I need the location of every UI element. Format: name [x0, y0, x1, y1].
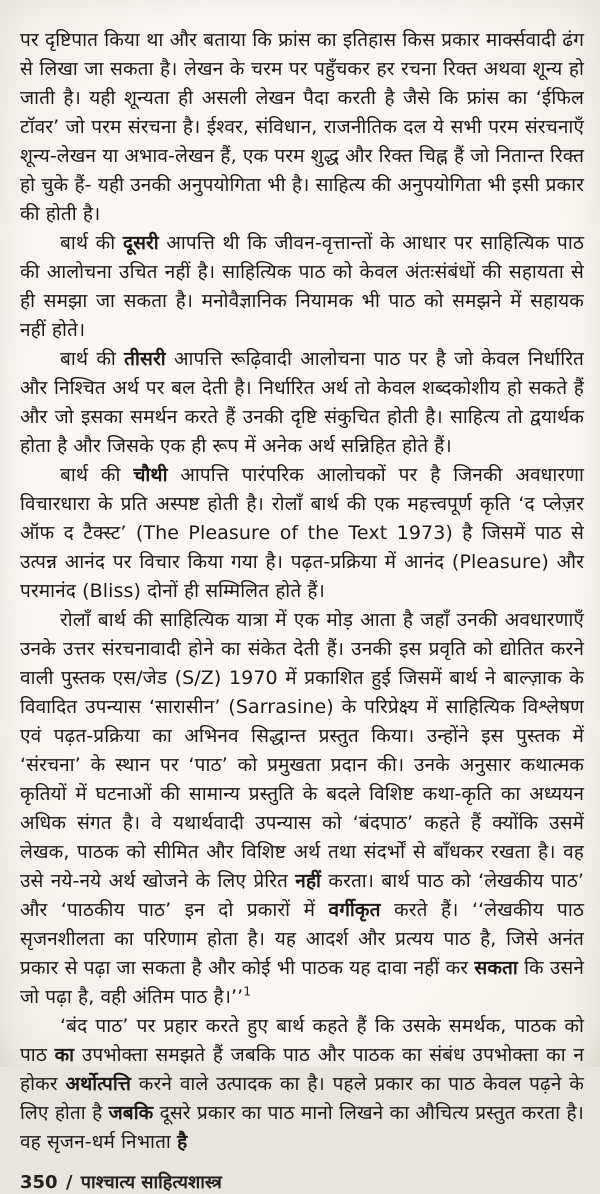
page-footer: [20, 1170, 584, 1194]
text-run: वर्गीकृत: [328, 899, 381, 921]
text-run: तीसरी: [124, 348, 166, 370]
footnote-marker: 1: [243, 984, 252, 999]
text-run: रोलाँ बार्थ की साहित्यिक यात्रा में एक मोड़ आता है जहाँ उनकी अवधारणाएँ उनके उत्तर संरचनावादी होने का संकेत देती हैं। उनकी इस प्रवृति को द्योतित करने वाली पुस्तक एस/जेड (S/Z) 1970 में प्रकाशित हुई जिसमें बार्थ ने बाल्ज़ाक के विवादित उपन्यास ‘सारासीन’ (Sarrasine) के परिप्रेक्ष्य में साहित्यिक विश्लेषण एवं पढ़त-प्रक्रिया का अभिनव सिद्धान्त प्रस्तुत किया। उन्होंने इस पुस्तक में ‘संरचना’ के स्थान पर ‘पाठ’ को प्रमुखता प्रदान की। उनके अनुसार कथात्मक कृतियों में घटनाओं की सामान्य प्रस्तुति के बदले विशिष्ट कथा-कृति का अध्ययन अधिक संगत है। वे यथार्थवादी उपन्यास को ‘बंदपाठ’ कहते हैं क्योंकि उसमें लेखक, पाठक को सीमित और विशिष्ट अर्थ तथा संदर्भों से बाँधकर रखता है। वह उसे नये-नये अर्थ खोजने के लिए प्रेरित: [20, 609, 584, 892]
text-run: पर दृष्टिपात किया था और बताया कि फ्रांस का इतिहास किस प्रकार मार्क्सवादी ढंग से लिखा जा सकता है। लेखन के चरम पर पहुँचकर हर रचना रिक्त अथवा शून्य हो जाती है। यही शून्यता ही असली लेखन पैदा करती है जैसे कि फ्रांस का ‘ईफिल टॉवर’ जो परम संरचना है। ईश्वर, संविधान, राजनीतिक दल ये सभी परम संरचनाएँ शून्य-लेखन या अभाव-लेखन हैं, एक परम शुद्ध और रिक्त चिह्न हैं जो नितान्त रिक्त हो चुके हैं- यही उनकी अनुपयोगिता भी है। साहित्य की अनुपयोगिता भी इसी प्रकार की होती है।: [20, 29, 584, 225]
text-run: उपभोक्ता समझते हैं जबकि पाठ और पाठक का संबंध उपभोक्ता का न होकर: [20, 1044, 585, 1095]
paragraph: [20, 26, 584, 229]
text-run: अर्थोत्पत्ति: [65, 1073, 131, 1095]
text-run: बार्थ की: [60, 348, 125, 370]
text-run: का: [54, 1044, 75, 1066]
footer-separator: /: [65, 1172, 73, 1193]
paragraph: [20, 345, 584, 461]
text-run: है: [177, 1131, 188, 1153]
text-run: जबकि: [108, 1102, 154, 1124]
text-run: आपत्ति थी कि जीवन-वृत्तान्तों के आधार पर साहित्यिक पाठ की आलोचना उचित नहीं है। साहित्यिक पाठ को केवल अंतःसंबंधों की सहायता से ही समझा जा सकता है। मनोवैज्ञानिक नियामक भी पाठ को समझने में सहायक नहीं होते।: [20, 232, 584, 341]
text-run: करने वाले उत्पादक का है। पहले प्रकार का पाठ केवल पढ़ने के लिए होता है: [20, 1073, 584, 1124]
paragraph: [20, 1012, 584, 1157]
paragraph: [20, 229, 584, 345]
text-run: कि उसने जो पढ़ा है, वही अंतिम पाठ है।’’: [20, 957, 584, 1008]
text-run: ‘बंद पाठ’ पर प्रहार करते हुए बार्थ कहते हैं कि उसके समर्थक, पाठक को पाठ: [20, 1015, 584, 1066]
text-run: आपत्ति रूढ़िवादी आलोचना पाठ पर है जो केवल निर्धारित और निश्चित अर्थ पर बल देती है। निर्धारित अर्थ तो केवल शब्दकोशीय हो सकते हैं और जो इसका समर्थन करते हैं उनकी दृष्टि संकुचित होती है। साहित्य तो द्वयार्थक होता है और जिसके एक ही रूप में अनेक अर्थ सन्निहित होते हैं।: [20, 348, 584, 457]
book-title: पाश्चात्य साहित्यशास्त्र: [80, 1172, 222, 1193]
text-run: सकता: [474, 957, 518, 979]
paragraph: [20, 461, 584, 606]
text-run: दूसरी: [122, 232, 159, 254]
text-run: दूसरे प्रकार का पाठ मानो लिखने का औचित्य प्रस्तुत करता है। वह सृजन-धर्म निभाता: [20, 1102, 584, 1153]
text-run: नहीं: [295, 870, 322, 892]
page-number: 350: [20, 1172, 58, 1193]
text-run: करता। बार्थ पाठ को ‘लेखकीय पाठ’ और ‘पाठकीय पाठ’ इन दो प्रकारों में: [20, 870, 584, 921]
text-run: आपत्ति पारंपरिक आलोचकों पर है जिनकी अवधारणा विचारधारा के प्रति अस्पष्ट होती है। रोलाँ बार्थ की एक महत्त्वपूर्ण कृति ‘द प्लेज़र ऑफ द टैक्स्ट’ (The Pleasure of the Text 1973) है जिसमें पाठ से उत्पन्न आनंद पर विचार किया गया है। पढ़त-प्रक्रिया में आनंद (Pleasure) और परमानंद (Bliss) दोनों ही सम्मिलित होते हैं।: [20, 464, 584, 602]
text-run: चौथी: [133, 464, 168, 486]
text-run: बार्थ की: [60, 232, 123, 254]
text-run: बार्थ की: [60, 464, 134, 486]
text-run: करते हैं। ‘‘लेखकीय पाठ सृजनशीलता का परिणाम होता है। यह आदर्श और प्रत्यय पाठ है, जिसे अनंत प्रकार से पढ़ा जा सकता है और कोई भी पाठक यह दावा नहीं कर: [20, 899, 584, 979]
text-block: [20, 26, 584, 1157]
paragraph: [20, 606, 584, 1012]
